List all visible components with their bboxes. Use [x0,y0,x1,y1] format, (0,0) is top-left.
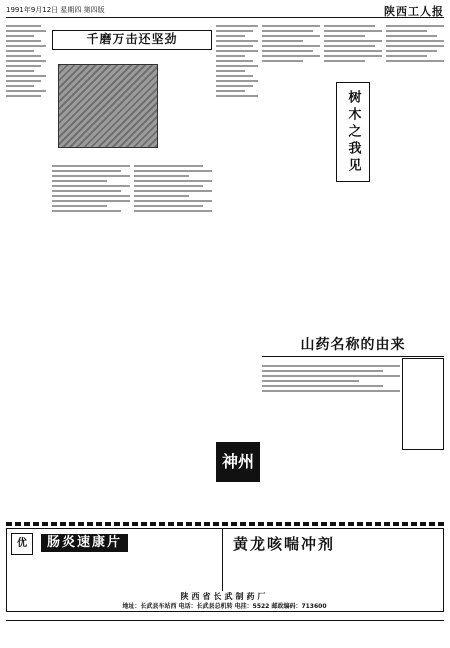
hills-article-body [262,362,400,442]
middle-column-text [216,22,258,440]
ad-badge: 优 [11,533,33,555]
ad-divider [6,522,444,526]
pharma-advertisement [6,528,444,612]
lead-story [52,22,212,440]
story-headline: 千磨万击还坚劲 [52,30,212,50]
ad-company: 陕西省长武制药厂 [180,592,269,601]
side-advertisement [402,358,444,450]
ad-left-title: 肠炎速康片 [41,534,128,552]
shenzhou-box [216,442,260,522]
issue-date: 1991年9月12日 星期四 第四版 [6,6,105,14]
newspaper-title: 陕西工人报 [384,5,444,18]
ad-right-title: 黄龙咳喘冲剂 [233,535,336,553]
story-body [52,162,212,438]
hills-article-title: 山药名称的由来 [262,334,444,357]
story-photo [58,64,158,148]
right-article [262,22,444,332]
footer [6,620,444,624]
ad-right-panel [223,529,442,591]
column-title: 树木之我见 [336,82,370,182]
shenzhou-logo: 神州 [216,442,260,482]
ad-address: 地址：长武县车站西 电话：长武县总机转 电挂：5522 邮政编码：713600 [122,603,327,610]
ad-left-panel [7,529,223,591]
left-column-text [6,22,46,248]
masthead [6,4,444,18]
